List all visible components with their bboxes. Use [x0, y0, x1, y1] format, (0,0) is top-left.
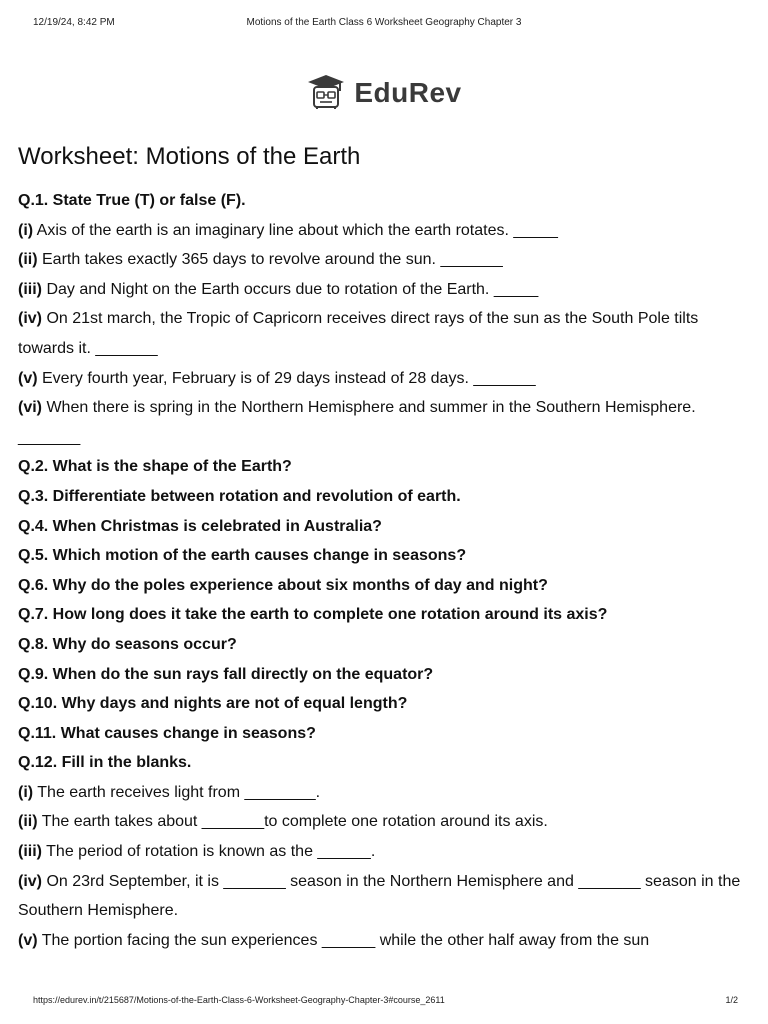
item-label: (iii) [18, 843, 42, 861]
item-text: On 23rd September, it is _______ season in the Northern Hemisphere and _______ season in the Southern Hemisphere. [18, 872, 741, 920]
item-label: (v) [18, 931, 38, 949]
q12-item [18, 778, 748, 808]
q1-item [18, 304, 748, 363]
item-label: (iii) [18, 280, 42, 298]
question-heading: Q.9. When do the sun rays fall directly on the equator? [18, 665, 434, 683]
question-heading: Q.8. Why do seasons occur? [18, 635, 237, 653]
print-date: 12/19/24, 8:42 PM [33, 17, 115, 28]
q12-heading: Q.12. Fill in the blanks. [18, 754, 192, 772]
question-heading: Q.11. What causes change in seasons? [18, 724, 316, 742]
q12-item [18, 926, 748, 956]
item-text: When there is spring in the Northern Hemisphere and summer in the Southern Hemisphere. _______ [18, 399, 696, 446]
item-label: (v) [18, 369, 38, 387]
item-label: (i) [18, 783, 34, 801]
item-text: The earth takes about _______to complete one rotation around its axis. [37, 813, 548, 831]
item-label: (ii) [18, 813, 38, 831]
print-header [0, 17, 768, 31]
q1-item [18, 245, 748, 275]
item-text: Day and Night on the Earth occurs due to rotation of the Earth. _____ [42, 280, 539, 298]
q1-heading: Q.1. State True (T) or false (F). [18, 192, 246, 209]
q12-item [18, 837, 748, 867]
item-text: Earth takes exactly 365 days to revolve around the sun. _______ [37, 251, 503, 269]
item-label: (i) [18, 221, 34, 239]
q1-item [18, 275, 748, 305]
page-number: 1/2 [725, 995, 738, 1005]
page-url[interactable]: https://edurev.in/t/215687/Motions-of-the-Earth-Class-6-Worksheet-Geography-Chapter-3#course_2611 [33, 995, 445, 1005]
item-text: Axis of the earth is an imaginary line about which the earth rotates. _____ [33, 221, 558, 239]
item-text: The period of rotation is known as the ______. [42, 843, 376, 861]
item-label: (iv) [18, 872, 42, 890]
q12-item [18, 807, 748, 837]
item-text: The portion facing the sun experiences ______ while the other half away from the sun [37, 931, 650, 949]
worksheet-title: Worksheet: Motions of the Earth [18, 143, 361, 170]
edurev-logo[interactable] [0, 70, 768, 116]
worksheet-content [18, 186, 748, 955]
question-heading: Q.4. When Christmas is celebrated in Australia? [18, 517, 382, 535]
q1-item [18, 364, 748, 394]
question-heading: Q.6. Why do the poles experience about six months of day and night? [18, 576, 548, 594]
edurev-mascot-icon [306, 73, 346, 114]
q12-item [18, 867, 748, 926]
q1-item [18, 216, 748, 246]
item-text: On 21st march, the Tropic of Capricorn receives direct rays of the sun as the South Pole tilts towards it. _______ [18, 310, 699, 357]
item-label: (ii) [18, 251, 38, 269]
item-label: (vi) [18, 399, 42, 417]
item-text: Every fourth year, February is of 29 days instead of 28 days. _______ [37, 369, 536, 387]
edurev-logo-text: EduRev [354, 77, 462, 108]
question-heading: Q.3. Differentiate between rotation and revolution of earth. [18, 487, 461, 505]
question-heading: Q.7. How long does it take the earth to complete one rotation around its axis? [18, 606, 608, 624]
question-heading: Q.2. What is the shape of the Earth? [18, 458, 292, 476]
item-label: (iv) [18, 310, 42, 328]
q1-item [18, 393, 748, 452]
question-heading: Q.5. Which motion of the earth causes change in seasons? [18, 547, 467, 565]
print-footer [0, 995, 768, 1009]
print-page-title: Motions of the Earth Class 6 Worksheet Geography Chapter 3 [246, 17, 522, 28]
item-text: The earth receives light from ________. [33, 783, 321, 801]
question-heading: Q.10. Why days and nights are not of equal length? [18, 695, 408, 713]
